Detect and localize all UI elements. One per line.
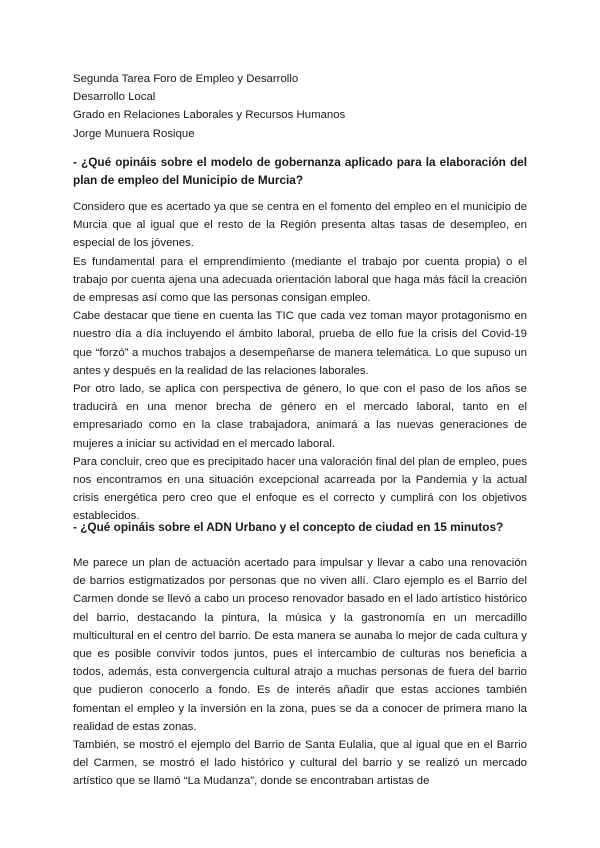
answer-1-paragraph: Por otro lado, se aplica con perspectiva de género, lo que con el paso de los años se traducirá en una menor brecha de género en el mercado laboral, tanto en el empresariado como en la clase trabajadora, animará a las nuevas generaciones de mujeres a iniciar su actividad en el mercado laboral. [73, 383, 527, 450]
question-1-heading: - ¿Qué opináis sobre el modelo de gobernanza aplicado para la elaboración del plan de empleo del Municipio de Murcia? [73, 155, 527, 188]
answer-2-paragraph: Me parece un plan de actuación acertado para impulsar y llevar a cabo una renovación de barrios estigmatizados por personas que no viven allí. Claro ejemplo es el Barrio del Carmen donde se llevó a cabo un proceso renovador basado en el lado artístico histórico del barrio, destacando la pintura, la música y la gastronomía en un mercadillo multicultural en el centro del barrio. De esta manera se aunaba lo mejor de cada cultura y que es posible convivir todos juntos, pues el intercambio de culturas nos beneficia a todos, además, esta convergencia cultural atrajo a muchas personas de fuera del barrio que pudieron conocerlo a fondo. Es de interés añadir que estas acciones también fomentan el empleo y la inversión en la zona, pues se da a conocer de primera mano la realidad de estas zonas. [73, 557, 527, 733]
answer-2-paragraph: También, se mostró el ejemplo del Barrio de Santa Eulalia, que al igual que en el Barrio del Carmen, se mostró el lado histórico y cultural del barrio y se realizó un mercado artístico que se llamó “La Mudanza”, donde se encontraban artistas de [73, 739, 527, 788]
answer-1-paragraph: Cabe destacar que tiene en cuenta las TIC que cada vez toman mayor protagonismo en nuestro día a día incluyendo el ámbito laboral, prueba de ello fue la crisis del Covid-19 que “forzó” a muchos trabajos a desempeñarse de manera telemática. Lo que supuso un antes y después en la realidad de las relaciones laborales. [73, 310, 527, 377]
document-header [73, 70, 527, 143]
header-line-title: Segunda Tarea Foro de Empleo y Desarrollo [73, 73, 299, 85]
answer-1-paragraph: Para concluir, creo que es precipitado hacer una valoración final del plan de empleo, pues nos encontramos en una situación excepcional acarreada por la Pandemia y la actual crisis energética pero creo que el enfoque es el correcto y cumplirá con los objetivos establecidos. [73, 455, 528, 523]
header-line-author: Jorge Munuera Rosique [73, 127, 195, 140]
answer-1-paragraph: Considero que es acertado ya que se centra en el fomento del empleo en el municipio de Murcia que al igual que el resto de la Región presenta altas tasas de desempleo, en especial de los jóvenes. [73, 201, 527, 250]
answer-2 [73, 554, 527, 791]
answer-1-paragraph: Es fundamental para el emprendimiento (mediante el trabajo por cuenta propia) o el trabajo por cuenta ajena una adecuada orientación laboral que haga más fácil la creación de empresas así como que las personas consigan empleo. [73, 255, 527, 305]
answer-1 [73, 198, 527, 526]
header-line-subject: Desarrollo Local [73, 91, 156, 104]
header-line-degree: Grado en Relaciones Laborales y Recursos Humanos [73, 109, 346, 122]
question-2-heading: - ¿Qué opináis sobre el ADN Urbano y el concepto de ciudad en 15 minutos? [73, 520, 504, 534]
